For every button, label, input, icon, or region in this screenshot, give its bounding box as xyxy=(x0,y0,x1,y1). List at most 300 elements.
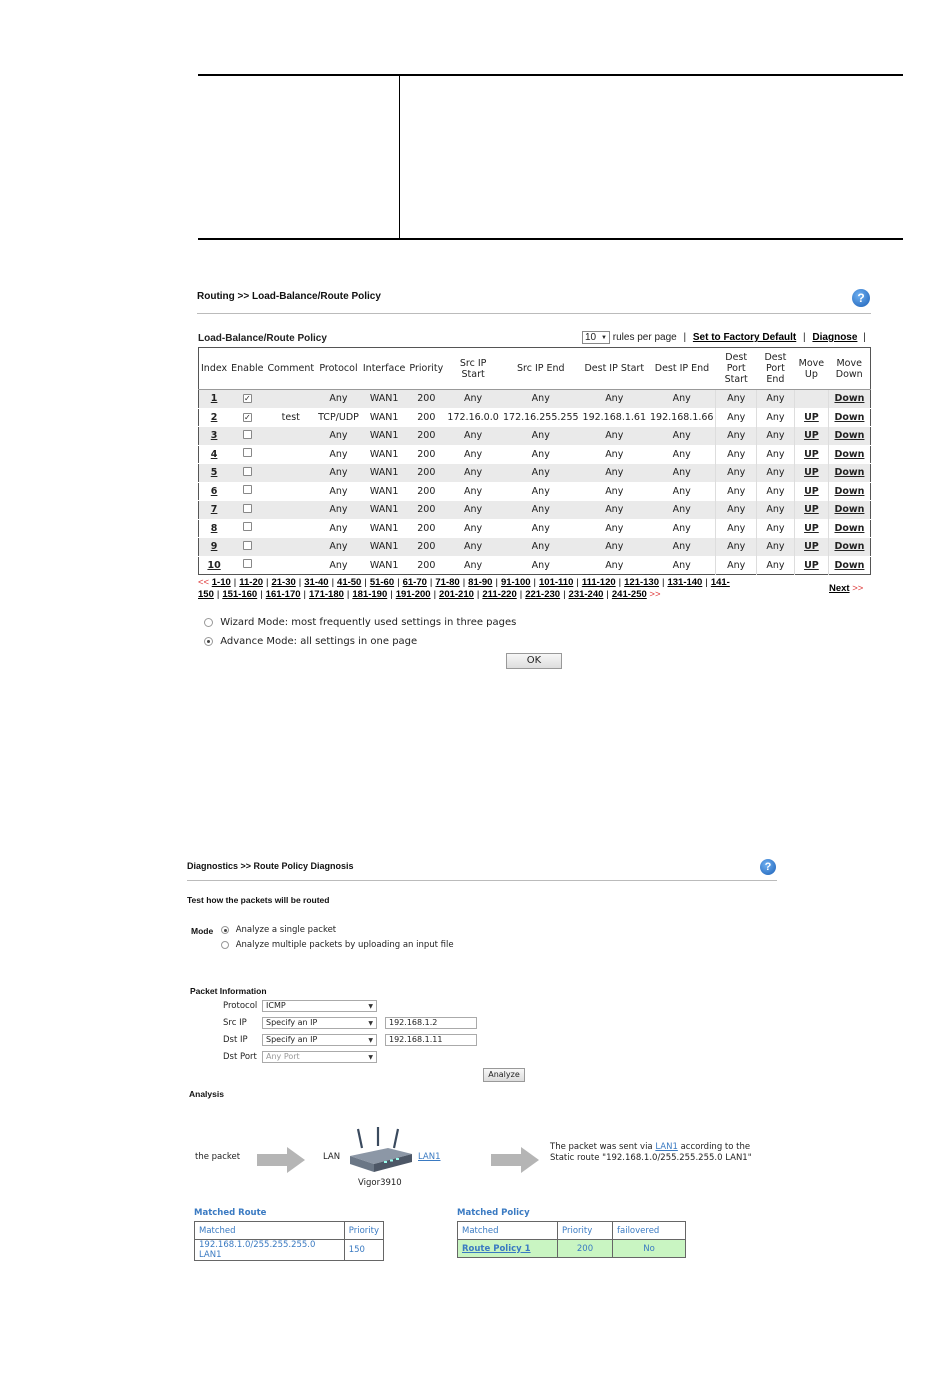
priority-cell: 200 xyxy=(407,538,445,557)
pager-separator: | xyxy=(429,577,433,588)
page-link[interactable]: 81-90 xyxy=(468,577,493,588)
move-down-link[interactable]: Down xyxy=(834,485,865,497)
index-cell xyxy=(199,519,230,538)
page-link[interactable]: 181-190 xyxy=(352,589,388,600)
src-start-cell: Any xyxy=(445,538,501,557)
move-down-link[interactable]: Down xyxy=(834,411,865,423)
mode-multi-label: Analyze multiple packets by uploading an input file xyxy=(235,940,454,950)
page-link[interactable]: 241-250 xyxy=(611,589,647,600)
dport-start-cell: Any xyxy=(716,519,756,538)
page-link[interactable]: 101-110 xyxy=(539,577,574,588)
enable-cell xyxy=(229,556,265,575)
dport-end-cell: Any xyxy=(756,390,794,409)
protocol-cell: TCP/UDP xyxy=(316,408,361,427)
priority-cell: 200 xyxy=(407,408,445,427)
table-row xyxy=(199,501,871,520)
src-start-cell: Any xyxy=(445,519,501,538)
move-down-link[interactable]: Down xyxy=(834,522,865,534)
arrow-right-icon xyxy=(257,1147,305,1173)
priority-cell: 150 xyxy=(344,1240,383,1261)
priority-cell: 200 xyxy=(558,1240,613,1258)
column-header-dest-ip-start: Dest IP Start xyxy=(581,348,648,390)
enable-cell xyxy=(229,427,265,446)
table-row xyxy=(199,556,871,575)
column-header-src-ip-start: Src IP Start xyxy=(445,348,501,390)
move-down-link[interactable]: Down xyxy=(834,430,865,442)
dst-start-cell: 192.168.1.61 xyxy=(581,408,648,427)
dport-start-cell: Any xyxy=(716,464,756,483)
diagnose-link[interactable]: Diagnose xyxy=(812,332,858,343)
dst-start-cell: Any xyxy=(581,501,648,520)
protocol-cell: Any xyxy=(316,538,361,557)
pagination-line-2 xyxy=(198,589,808,601)
src-end-cell: Any xyxy=(501,390,581,409)
route-policy-link[interactable]: Route Policy 1 xyxy=(458,1240,558,1258)
mode-single-label: Analyze a single packet xyxy=(235,925,337,935)
move-down-link[interactable]: Down xyxy=(834,467,865,479)
dst-start-cell: Any xyxy=(581,556,648,575)
page-link[interactable]: 21-30 xyxy=(271,577,296,588)
page-link[interactable]: 211-220 xyxy=(482,589,517,600)
help-icon[interactable]: ? xyxy=(852,289,870,307)
table-row xyxy=(199,519,871,538)
interface-cell: WAN1 xyxy=(361,408,408,427)
table-row xyxy=(199,390,871,409)
intro-text: Test how the packets will be routed xyxy=(187,895,330,905)
move-down-cell xyxy=(828,519,870,538)
packet-info-title: Packet Information xyxy=(190,986,267,996)
rule-index-link[interactable]: 8 xyxy=(210,522,218,534)
move-down-link[interactable]: Down xyxy=(834,541,865,553)
result-lan1-link[interactable]: LAN1 xyxy=(655,1142,678,1152)
pager-more-arrows: >> xyxy=(649,589,661,600)
interface-cell: WAN1 xyxy=(361,538,408,557)
pager-separator: | xyxy=(519,589,523,600)
interface-cell: WAN1 xyxy=(361,427,408,446)
column-header-index: Index xyxy=(199,348,230,390)
move-up-cell xyxy=(794,427,828,446)
pager-separator: | xyxy=(533,577,537,588)
rule-index-link[interactable]: 3 xyxy=(210,430,218,442)
move-down-cell xyxy=(828,445,870,464)
wizard-mode-label: Wizard Mode: most frequently used settings in three pages xyxy=(220,617,517,628)
priority-cell: 200 xyxy=(407,556,445,575)
page-link[interactable]: 121-130 xyxy=(624,577,659,588)
dst-port-label: Dst Port xyxy=(223,1052,257,1062)
move-up-link[interactable]: UP xyxy=(804,504,819,516)
src-start-cell: Any xyxy=(445,482,501,501)
failovered-cell: No xyxy=(613,1240,686,1258)
page-link[interactable]: 150 xyxy=(198,589,214,600)
pagination-line-1 xyxy=(198,577,808,589)
move-up-link[interactable]: UP xyxy=(804,448,819,460)
enable-cell xyxy=(229,519,265,538)
interface-cell: WAN1 xyxy=(361,519,408,538)
page-link[interactable]: 51-60 xyxy=(369,577,395,588)
table-row xyxy=(199,464,871,483)
move-up-cell xyxy=(794,445,828,464)
index-cell xyxy=(199,556,230,575)
matched-header: Matched xyxy=(458,1222,558,1240)
protocol-cell: Any xyxy=(316,445,361,464)
move-up-link[interactable]: UP xyxy=(804,559,819,571)
ok-button[interactable]: OK xyxy=(506,653,562,669)
move-up-cell xyxy=(794,482,828,501)
src-end-cell: Any xyxy=(501,538,581,557)
page-link[interactable]: 131-140 xyxy=(667,577,703,588)
dport-end-cell: Any xyxy=(756,445,794,464)
move-down-link[interactable]: Down xyxy=(834,559,865,571)
enable-checkbox[interactable] xyxy=(243,467,252,476)
move-up-link[interactable]: UP xyxy=(804,411,819,423)
src-ip-input[interactable]: 192.168.1.2 xyxy=(385,1017,477,1029)
index-cell xyxy=(199,427,230,446)
page-link[interactable]: 61-70 xyxy=(402,577,427,588)
lan-label: LAN xyxy=(323,1152,341,1162)
column-header-dest-ip-end: Dest IP End xyxy=(648,348,716,390)
interface-cell: WAN1 xyxy=(361,464,408,483)
index-cell xyxy=(199,390,230,409)
dport-end-cell: Any xyxy=(756,519,794,538)
dport-start-cell: Any xyxy=(716,501,756,520)
table-row xyxy=(195,1222,384,1240)
enable-cell xyxy=(229,464,265,483)
move-up-cell xyxy=(794,464,828,483)
advance-mode-radio[interactable] xyxy=(204,637,213,646)
index-cell xyxy=(199,464,230,483)
analyze-button[interactable]: Analyze xyxy=(483,1068,525,1082)
dst-start-cell: Any xyxy=(581,538,648,557)
rule-index-link[interactable]: 5 xyxy=(210,467,218,479)
dst-ip-label: Dst IP xyxy=(223,1035,248,1045)
pager-separator: | xyxy=(705,577,708,588)
pagination xyxy=(198,577,808,601)
result-suffix: according to the xyxy=(680,1142,751,1152)
analysis-result xyxy=(550,1142,752,1164)
comment-cell xyxy=(266,390,317,409)
failovered-header: failovered xyxy=(613,1222,686,1240)
rule-index-link[interactable]: 4 xyxy=(210,448,218,460)
column-header-priority: Priority xyxy=(407,348,445,390)
move-up-link[interactable]: UP xyxy=(804,485,819,497)
move-up-cell xyxy=(794,519,828,538)
enable-checkbox[interactable] xyxy=(243,504,252,513)
src-ip-mode-select[interactable]: Specify an IP ▼ xyxy=(262,1017,377,1029)
dport-start-cell: Any xyxy=(716,390,756,409)
comment-cell: test xyxy=(266,408,317,427)
protocol-select[interactable]: ICMP ▼ xyxy=(262,1000,377,1012)
page-link[interactable]: 161-170 xyxy=(265,589,301,600)
src-start-cell: Any xyxy=(445,427,501,446)
dst-end-cell: Any xyxy=(648,501,716,520)
src-end-cell: Any xyxy=(501,445,581,464)
document-table-fragment xyxy=(198,74,903,240)
section-title: Load-Balance/Route Policy xyxy=(198,333,327,344)
move-up-link[interactable]: UP xyxy=(804,522,819,534)
advance-mode-label: Advance Mode: all settings in one page xyxy=(220,636,418,647)
dst-ip-mode-select[interactable]: Specify an IP ▼ xyxy=(262,1034,377,1046)
enable-checkbox[interactable]: ✓ xyxy=(243,412,251,422)
move-down-cell xyxy=(828,408,870,427)
priority-cell: 200 xyxy=(407,427,445,446)
src-start-cell: Any xyxy=(445,464,501,483)
dst-start-cell: Any xyxy=(581,464,648,483)
pager-separator: | xyxy=(576,577,579,588)
dst-end-cell: Any xyxy=(648,445,716,464)
comment-cell xyxy=(266,464,317,483)
move-up-cell xyxy=(794,538,828,557)
pager-separator: | xyxy=(233,577,237,588)
dport-start-cell: Any xyxy=(716,408,756,427)
dport-start-cell: Any xyxy=(716,556,756,575)
analysis-title: Analysis xyxy=(189,1089,224,1099)
enable-checkbox[interactable] xyxy=(243,485,252,494)
enable-cell xyxy=(229,501,265,520)
protocol-cell: Any xyxy=(316,482,361,501)
move-down-link[interactable]: Down xyxy=(834,448,865,460)
protocol-cell: Any xyxy=(316,390,361,409)
dport-end-cell: Any xyxy=(756,427,794,446)
pager-separator: | xyxy=(495,577,498,588)
divider xyxy=(187,880,777,881)
move-up-link[interactable]: UP xyxy=(804,541,819,553)
enable-checkbox[interactable] xyxy=(243,522,252,531)
advance-mode-option[interactable] xyxy=(204,636,417,647)
priority-header: Priority xyxy=(558,1222,613,1240)
move-down-cell xyxy=(828,556,870,575)
pager-separator: | xyxy=(303,589,307,600)
lan1-link[interactable]: LAN1 xyxy=(418,1152,441,1162)
policy-table xyxy=(198,347,871,575)
matched-route-table xyxy=(194,1221,384,1261)
enable-checkbox[interactable] xyxy=(243,448,252,457)
column-header-dest-port-end: Dest Port End xyxy=(756,348,794,390)
dport-start-cell: Any xyxy=(716,427,756,446)
help-icon[interactable]: ? xyxy=(760,859,776,875)
pager-separator: | xyxy=(476,589,480,600)
dst-start-cell: Any xyxy=(581,390,648,409)
src-end-cell: Any xyxy=(501,519,581,538)
index-cell xyxy=(199,445,230,464)
matched-policy-title: Matched Policy xyxy=(457,1208,530,1218)
move-down-link[interactable]: Down xyxy=(834,393,865,405)
next-control xyxy=(829,583,863,595)
interface-cell: WAN1 xyxy=(361,556,408,575)
page-link[interactable]: 111-120 xyxy=(581,577,616,588)
page-link[interactable]: 191-200 xyxy=(395,589,431,600)
page-link[interactable]: 201-210 xyxy=(439,589,474,600)
pager-separator: | xyxy=(662,577,665,588)
dport-start-cell: Any xyxy=(716,445,756,464)
pager-separator: | xyxy=(216,589,220,600)
table-row xyxy=(199,538,871,557)
comment-cell xyxy=(266,445,317,464)
protocol-cell: Any xyxy=(316,519,361,538)
pager-separator: | xyxy=(618,577,622,588)
page-link[interactable]: 11-20 xyxy=(239,577,264,588)
move-down-cell xyxy=(828,390,870,409)
page-link[interactable]: 171-180 xyxy=(309,589,344,600)
column-header-comment: Comment xyxy=(266,348,317,390)
dport-end-cell: Any xyxy=(756,464,794,483)
move-down-cell xyxy=(828,482,870,501)
comment-cell xyxy=(266,482,317,501)
dst-end-cell: Any xyxy=(648,538,716,557)
routing-breadcrumb: Routing >> Load-Balance/Route Policy xyxy=(197,291,381,302)
dport-end-cell: Any xyxy=(756,482,794,501)
dst-ip-input[interactable]: 192.168.1.11 xyxy=(385,1034,477,1046)
rule-index-link[interactable]: 6 xyxy=(210,485,218,497)
dst-start-cell: Any xyxy=(581,519,648,538)
src-start-cell: 172.16.0.0 xyxy=(445,408,501,427)
router-name: Vigor3910 xyxy=(358,1178,402,1188)
enable-checkbox[interactable]: ✓ xyxy=(243,394,251,404)
enable-checkbox[interactable] xyxy=(243,430,252,439)
move-down-cell xyxy=(828,464,870,483)
mode-single-radio[interactable] xyxy=(221,926,229,934)
index-cell xyxy=(199,501,230,520)
next-link[interactable]: Next xyxy=(829,583,850,594)
table-row xyxy=(199,427,871,446)
page-link[interactable]: 231-240 xyxy=(568,589,604,600)
enable-cell xyxy=(229,482,265,501)
wizard-mode-option[interactable] xyxy=(204,617,516,628)
dst-port-select[interactable]: Any Port ▼ xyxy=(262,1051,377,1063)
src-end-cell: Any xyxy=(501,427,581,446)
page-link[interactable]: 31-40 xyxy=(304,577,329,588)
table-toolbar: 10 ▼ rules per page | Set to Factory Default | Diagnose | xyxy=(582,331,866,344)
page-link[interactable]: 91-100 xyxy=(500,577,531,588)
table-row xyxy=(199,445,871,464)
move-down-link[interactable]: Down xyxy=(834,504,865,516)
src-end-cell: Any xyxy=(501,464,581,483)
dst-end-cell: Any xyxy=(648,464,716,483)
column-header-move-down: Move Down xyxy=(828,348,870,390)
pager-separator: | xyxy=(563,589,566,600)
mode-multi-radio[interactable] xyxy=(221,941,229,949)
rule-index-link[interactable]: 9 xyxy=(210,541,218,553)
table-column-divider xyxy=(399,76,400,238)
dst-start-cell: Any xyxy=(581,445,648,464)
rule-index-link[interactable]: 1 xyxy=(210,393,218,405)
page-link[interactable]: 1-10 xyxy=(211,577,231,588)
index-cell xyxy=(199,408,230,427)
comment-cell xyxy=(266,427,317,446)
move-down-cell xyxy=(828,427,870,446)
column-header-protocol: Protocol xyxy=(316,348,361,390)
rule-index-link[interactable]: 10 xyxy=(207,559,221,571)
dst-end-cell: 192.168.1.66 xyxy=(648,408,716,427)
move-up-cell xyxy=(794,390,828,409)
wizard-mode-radio[interactable] xyxy=(204,618,213,627)
result-prefix: The packet was sent via xyxy=(550,1142,653,1152)
dst-start-cell: Any xyxy=(581,427,648,446)
pager-separator: | xyxy=(397,577,400,588)
comment-cell xyxy=(266,519,317,538)
table-header-row xyxy=(199,348,871,390)
factory-default-link[interactable]: Set to Factory Default xyxy=(692,332,797,343)
enable-cell xyxy=(229,445,265,464)
table-row xyxy=(458,1222,686,1240)
comment-cell xyxy=(266,538,317,557)
pager-separator: | xyxy=(266,577,269,588)
dport-end-cell: Any xyxy=(756,501,794,520)
pager-separator: | xyxy=(364,577,367,588)
rules-per-page-select[interactable]: 10 ▼ xyxy=(582,331,610,344)
mode-single-option[interactable] xyxy=(221,925,336,935)
table-row xyxy=(458,1240,686,1258)
matched-route-title: Matched Route xyxy=(194,1208,267,1218)
page-link[interactable]: 41-50 xyxy=(337,577,362,588)
interface-cell: WAN1 xyxy=(361,445,408,464)
pager-separator: | xyxy=(433,589,437,600)
arrow-right-icon xyxy=(491,1147,539,1173)
priority-cell: 200 xyxy=(407,445,445,464)
pager-separator: | xyxy=(606,589,609,600)
protocol-cell: Any xyxy=(316,556,361,575)
dport-start-cell: Any xyxy=(716,538,756,557)
mode-multi-option[interactable] xyxy=(221,940,454,950)
divider xyxy=(197,313,871,314)
matched-policy-table xyxy=(457,1221,686,1258)
page-link[interactable]: 151-160 xyxy=(222,589,258,600)
priority-cell: 200 xyxy=(407,482,445,501)
page-link[interactable]: 71-80 xyxy=(435,577,460,588)
priority-cell: 200 xyxy=(407,501,445,520)
enable-checkbox[interactable] xyxy=(243,541,252,550)
table-row xyxy=(199,482,871,501)
page-link[interactable]: 221-230 xyxy=(525,589,561,600)
pager-separator: | xyxy=(462,577,466,588)
dst-end-cell: Any xyxy=(648,519,716,538)
priority-header: Priority xyxy=(344,1222,383,1240)
src-start-cell: Any xyxy=(445,390,501,409)
index-cell xyxy=(199,538,230,557)
pager-separator: | xyxy=(260,589,263,600)
comment-cell xyxy=(266,501,317,520)
interface-cell: WAN1 xyxy=(361,482,408,501)
column-header-interface: Interface xyxy=(361,348,408,390)
rule-index-link[interactable]: 7 xyxy=(210,504,218,516)
dst-end-cell: Any xyxy=(648,390,716,409)
comment-cell xyxy=(266,556,317,575)
mode-label: Mode xyxy=(191,926,214,936)
index-cell xyxy=(199,482,230,501)
page-link[interactable]: 141- xyxy=(710,577,730,588)
priority-cell: 200 xyxy=(407,390,445,409)
move-up-link[interactable]: UP xyxy=(804,467,819,479)
column-header-src-ip-end: Src IP End xyxy=(501,348,581,390)
column-header-enable: Enable xyxy=(229,348,265,390)
dport-end-cell: Any xyxy=(756,556,794,575)
src-start-cell: Any xyxy=(445,445,501,464)
priority-cell: 200 xyxy=(407,519,445,538)
src-start-cell: Any xyxy=(445,501,501,520)
priority-cell: 200 xyxy=(407,464,445,483)
src-start-cell: Any xyxy=(445,556,501,575)
router-icon xyxy=(348,1126,414,1174)
rules-per-page-label: rules per page xyxy=(612,332,677,343)
move-up-link[interactable]: UP xyxy=(804,430,819,442)
protocol-cell: Any xyxy=(316,427,361,446)
column-header-dest-port-start: Dest Port Start xyxy=(716,348,756,390)
column-header-move-up: Move Up xyxy=(794,348,828,390)
src-end-cell: 172.16.255.255 xyxy=(501,408,581,427)
result-line-2: Static route "192.168.1.0/255.255.255.0 LAN1" xyxy=(550,1153,752,1163)
enable-checkbox[interactable] xyxy=(243,559,252,568)
dport-end-cell: Any xyxy=(756,408,794,427)
rule-index-link[interactable]: 2 xyxy=(210,411,218,423)
